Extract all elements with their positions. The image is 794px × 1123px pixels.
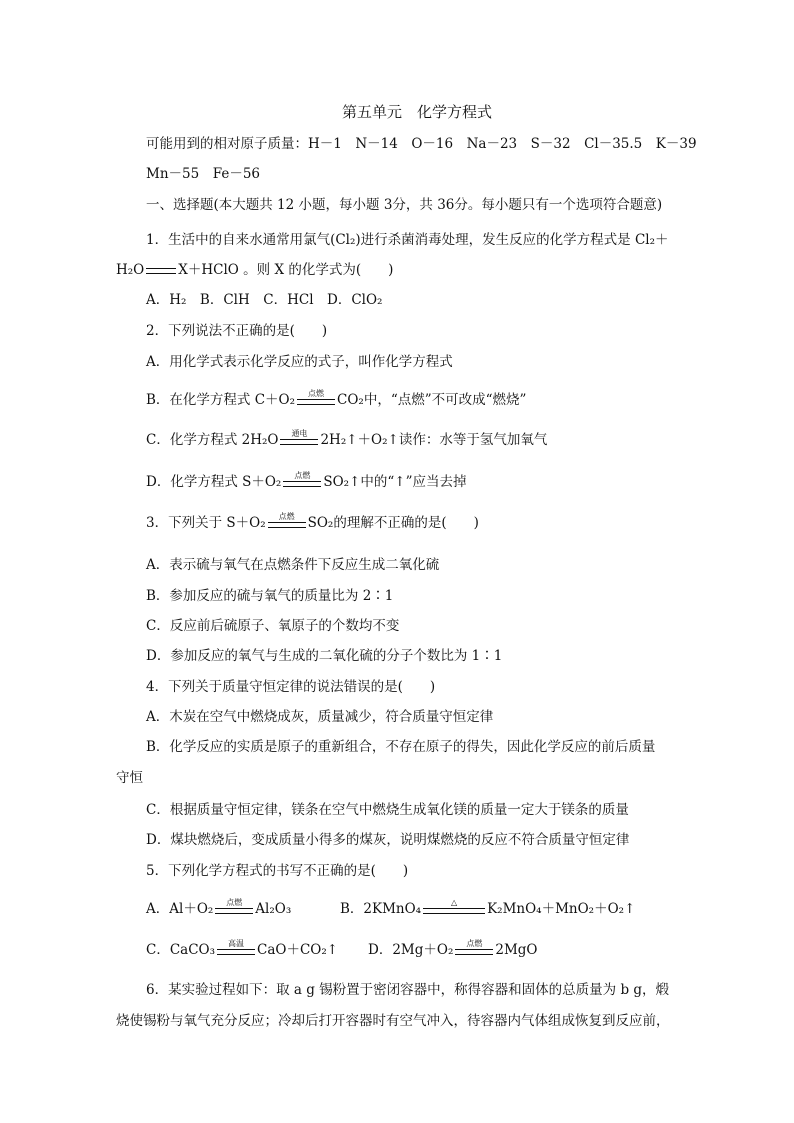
q2-option-d xyxy=(146,472,467,492)
q5-b-product: K₂MnO₄＋MnO₂＋O₂↑ xyxy=(487,901,636,917)
reaction-arrow xyxy=(268,511,306,528)
reaction-arrow xyxy=(280,428,318,445)
reaction-arrow xyxy=(423,897,485,914)
q1-product: X＋HClO 。则 X 的化学式为( ) xyxy=(178,262,394,278)
q3-option-b: B．参加反应的硫与氧气的质量比为 2∶1 xyxy=(146,588,394,604)
reaction-arrow xyxy=(215,897,253,914)
q5-a-product: Al₂O₃ xyxy=(255,901,292,917)
q2-c-product: 2H₂↑＋O₂↑读作：水等于氢气加氧气 xyxy=(320,432,548,448)
reaction-condition: 点燃 xyxy=(308,388,325,398)
reaction-arrow xyxy=(283,470,321,487)
q5-d-product: 2MgO xyxy=(495,942,538,958)
q2-option-a: A．用化学式表示化学反应的式子，叫作化学方程式 xyxy=(146,354,453,370)
equals-sign xyxy=(146,268,176,274)
q3-reactant: 3．下列关于 S＋O₂ xyxy=(146,515,266,531)
q5-option-b xyxy=(340,899,635,919)
q5-a-reactant: A．Al＋O₂ xyxy=(146,901,214,917)
reaction-condition: 点燃 xyxy=(226,897,243,907)
reaction-arrow xyxy=(217,938,255,955)
atomic-mass-line-2: Mn－55 Fe－56 xyxy=(146,166,260,182)
q1-reactant: H₂O xyxy=(116,262,145,278)
q4-option-b-line-2: 守恒 xyxy=(116,770,143,786)
q5-c-product: CaO＋CO₂↑ xyxy=(257,942,339,958)
reaction-condition: 点燃 xyxy=(466,938,483,948)
atomic-mass-line-1: 可能用到的相对原子质量：H－1 N－14 O－16 Na－23 S－32 Cl－35.5 K－39 xyxy=(146,136,697,152)
q1-stem-line-2 xyxy=(116,260,393,280)
reaction-condition: 高温 xyxy=(228,938,245,948)
q2-option-b xyxy=(146,390,526,410)
q2-d-reactant: D．化学方程式 S＋O₂ xyxy=(146,474,282,490)
q5-stem: 5．下列化学方程式的书写不正确的是( ) xyxy=(146,863,409,879)
q6-stem-line-2: 烧使锡粉与氧气充分反应；冷却后打开容器时有空气冲入，待容器内气体组成恢复到反应前， xyxy=(116,1013,670,1029)
q5-option-d xyxy=(368,940,537,960)
q3-option-d: D．参加反应的氧气与生成的二氧化硫的分子个数比为 1∶1 xyxy=(146,648,503,664)
q2-d-product: SO₂↑中的“↑”应当去掉 xyxy=(323,474,467,490)
q4-option-d: D．煤块燃烧后，变成质量小得多的煤灰，说明煤燃烧的反应不符合质量守恒定律 xyxy=(146,832,630,848)
reaction-arrow xyxy=(455,938,493,955)
q4-stem: 4．下列关于质量守恒定律的说法错误的是( ) xyxy=(146,679,436,695)
reaction-condition: 通电 xyxy=(291,428,308,438)
q3-option-a: A．表示硫与氧气在点燃条件下反应生成二氧化硫 xyxy=(146,557,440,573)
q5-option-c xyxy=(146,940,338,960)
section-heading: 一、选择题(本大题共 12 小题，每小题 3分，共 36分。每小题只有一个选项符合题意) xyxy=(146,197,663,213)
q4-option-c: C．根据质量守恒定律，镁条在空气中燃烧生成氧化镁的质量一定大于镁条的质量 xyxy=(146,802,629,818)
q5-c-reactant: C．CaCO₃ xyxy=(146,942,216,958)
q2-stem: 2．下列说法不正确的是( ) xyxy=(146,323,328,339)
q2-b-product: CO₂中，“点燃”不可改成“燃烧” xyxy=(337,392,527,408)
q3-stem xyxy=(146,513,479,533)
q1-stem-line-1: 1．生活中的自来水通常用氯气(Cl₂)进行杀菌消毒处理，发生反应的化学方程式是 Cl₂＋ xyxy=(146,232,669,248)
q1-options: A．H₂ B．ClH C．HCl D．ClO₂ xyxy=(146,292,383,308)
q2-b-reactant: B．在化学方程式 C＋O₂ xyxy=(146,392,296,408)
q3-product: SO₂的理解不正确的是( ) xyxy=(307,515,479,531)
q4-option-b-line-1: B．化学反应的实质是原子的重新组合，不存在原子的得失，因此化学反应的前后质量 xyxy=(146,739,656,755)
q5-d-reactant: D．2Mg＋O₂ xyxy=(368,942,454,958)
reaction-condition: 点燃 xyxy=(294,470,311,480)
reaction-arrow xyxy=(297,388,335,405)
q6-stem-line-1: 6．某实验过程如下：取 a g 锡粉置于密闭容器中，称得容器和固体的总质量为 b g，煅 xyxy=(146,982,670,998)
heat-symbol: △ xyxy=(451,897,458,907)
q5-b-reactant: B．2KMnO₄ xyxy=(340,901,422,917)
q4-option-a: A．木炭在空气中燃烧成灰，质量减少，符合质量守恒定律 xyxy=(146,709,494,725)
q5-option-a xyxy=(146,899,291,919)
reaction-condition: 点燃 xyxy=(278,511,295,521)
q3-option-c: C．反应前后硫原子、氧原子的个数均不变 xyxy=(146,618,400,634)
q2-option-c xyxy=(146,430,547,450)
page-title: 第五单元 化学方程式 xyxy=(342,103,493,121)
q2-c-reactant: C．化学方程式 2H₂O xyxy=(146,432,279,448)
